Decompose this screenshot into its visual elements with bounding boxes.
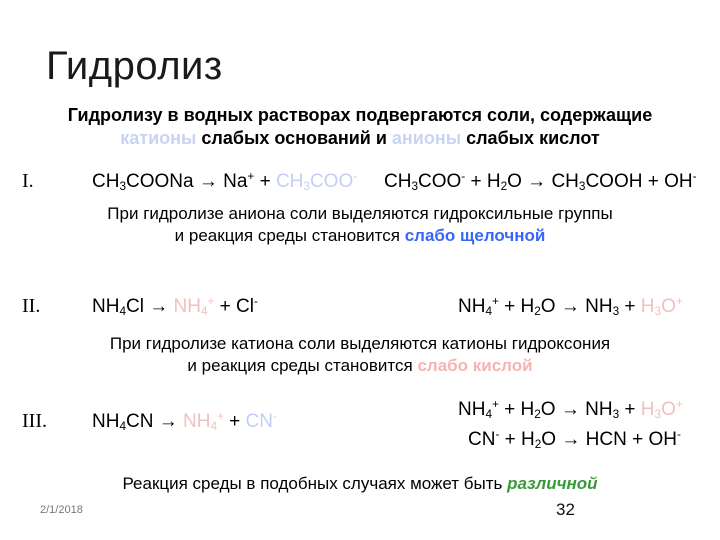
slide-date: 2/1/2018	[40, 504, 83, 516]
intro-line-1: Гидролизу в водных растворах подвергаются соли, содержащие	[67, 105, 653, 125]
section-2-note-text: и реакция среды становится	[187, 356, 418, 375]
section-3-dissociation: $NH_4CN \to NH_4^+ + CN^-$	[92, 410, 277, 433]
section-3-hydrolysis-anion: $CN^- + H_2O$ → HCN + OH-	[468, 428, 681, 451]
section-1-note-line-1: При гидролизе аниона соли выделяются гидроксильные группы	[107, 204, 613, 223]
conclusion	[0, 473, 720, 495]
section-1-note-emph: слабо щелочной	[404, 226, 546, 245]
section-1-hydrolysis: $CH_3COO^- + H_2O$ → $CH_3COOH + OH^-$	[384, 170, 697, 193]
section-1-numeral: I.	[22, 170, 34, 192]
section-3-numeral: III.	[22, 410, 47, 432]
section-1-note-line-2	[0, 225, 720, 247]
section-2-note-line-2	[0, 355, 720, 377]
section-2-note-line-1: При гидролизе катиона соли выделяются катионы гидроксония	[109, 334, 611, 353]
intro-line-2	[0, 127, 720, 150]
section-1-note-text: и реакция среды становится	[174, 226, 405, 245]
slide-title: Гидролиз	[46, 44, 223, 88]
section-3-hydrolysis-cation: $NH_4^+ + H_2O \to NH_3 + H_3O^+$	[458, 398, 683, 421]
section-2-dissociation: $NH_4Cl \to NH_4^+ + Cl^-$	[92, 295, 258, 318]
intro-cations: катионы	[120, 128, 197, 148]
conclusion-text: Реакция среды в подобных случаях может быть	[122, 474, 508, 493]
conclusion-emph: различной	[507, 474, 598, 493]
section-1-dissociation: $CH_3COONa \to Na^+ + CH_3COO^-$	[92, 170, 358, 193]
intro-weak-bases: слабых оснований и	[196, 128, 392, 148]
slide-number: 32	[556, 500, 575, 519]
section-2-note-emph: слабо кислой	[417, 356, 533, 375]
section-2-hydrolysis: $NH_4^+ + H_2O \to NH_3 + H_3O^+$	[458, 295, 683, 318]
intro-weak-acids: слабых кислот	[461, 128, 600, 148]
section-2-numeral: II.	[22, 295, 41, 317]
intro-anions: анионы	[391, 128, 462, 148]
